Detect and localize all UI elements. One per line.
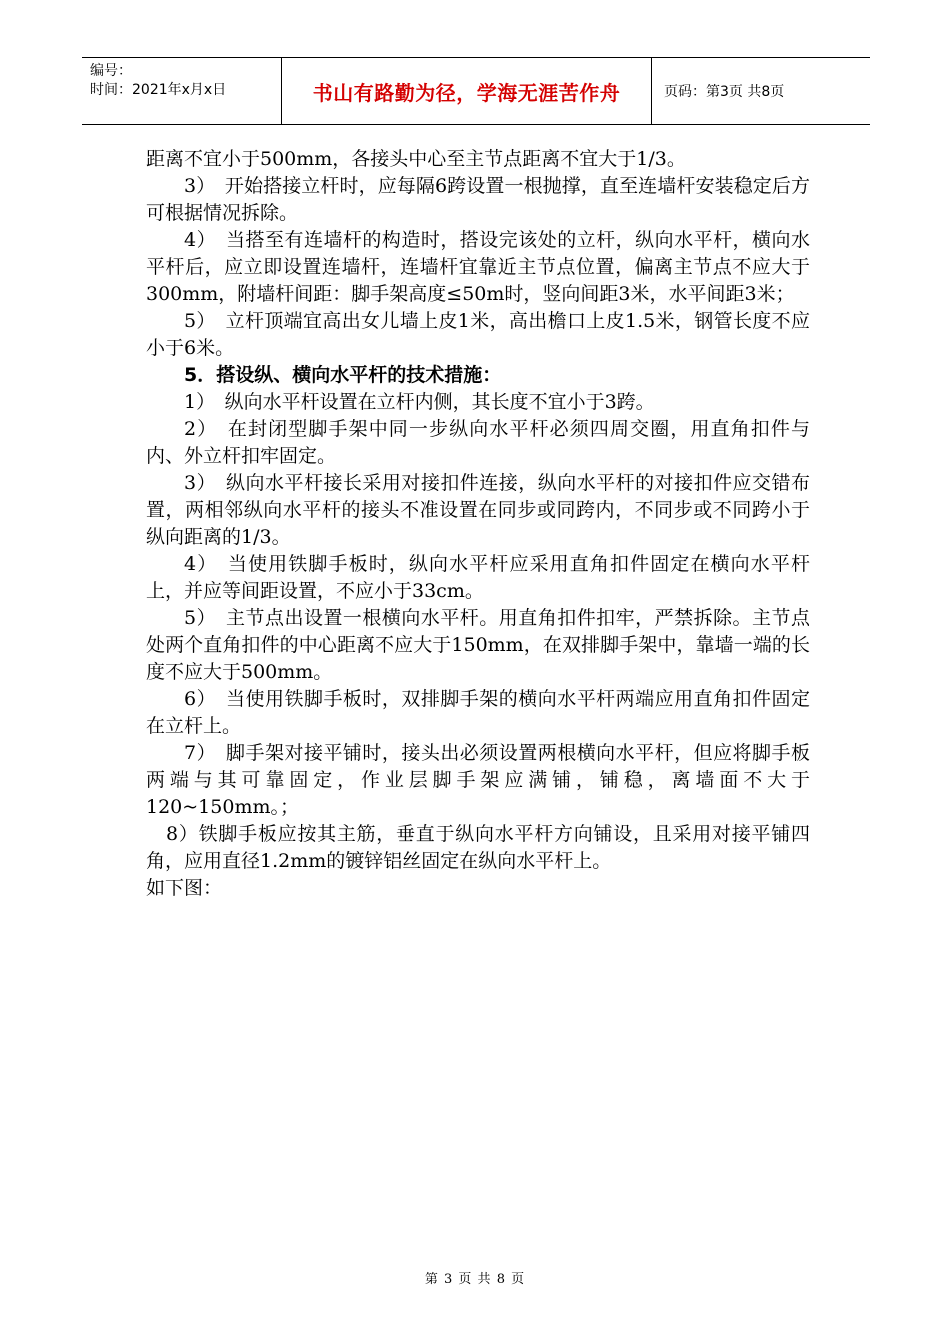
paragraph: 5） 主节点出设置一根横向水平杆。用直角扣件扣牢，严禁拆除。主节点处两个直角扣件的中心距离不应大于150mm，在双排脚手架中，靠墙一端的长度不应大于500mm。 — [146, 607, 810, 683]
header-meta — [82, 58, 282, 124]
paragraph: 距离不宜小于500mm，各接头中心至主节点距离不宜大于1/3。 — [146, 148, 686, 170]
page-header — [82, 57, 870, 125]
paragraph: 如下图： — [146, 877, 223, 899]
paragraph: 5） 立杆顶端宜高出女儿墙上皮1米，高出檐口上皮1.5米，钢管长度不应小于6米。 — [146, 310, 810, 359]
document-time-label: 时间：2021年x月x日 — [90, 82, 227, 98]
paragraph: 3） 纵向水平杆接长采用对接扣件连接，纵向水平杆的对接扣件应交错布置，两相邻纵向水平杆的接头不准设置在同步或同跨内，不同步或不同跨小于纵向距离的1/3。 — [146, 472, 810, 548]
header-page-info: 页码：第3页 共8页 — [664, 84, 785, 100]
header-motto: 书山有路勤为径，学海无涯苦作舟 — [282, 58, 652, 124]
paragraph: 1） 纵向水平杆设置在立杆内侧，其长度不宜小于3跨。 — [184, 391, 655, 413]
paragraph: 6） 当使用铁脚手板时，双排脚手架的横向水平杆两端应用直角扣件固定在立杆上。 — [146, 688, 810, 737]
paragraph: 8）铁脚手板应按其主筋，垂直于纵向水平杆方向铺设，且采用对接平铺四角，应用直径1.2mm的镀锌铝丝固定在纵向水平杆上。 — [146, 823, 810, 872]
paragraph: 3） 开始搭接立杆时，应每隔6跨设置一根抛撑，直至连墙杆安装稳定后方可根据情况拆除。 — [146, 175, 810, 224]
paragraph: 4） 当搭至有连墙杆的构造时，搭设完该处的立杆，纵向水平杆，横向水平杆后，应立即设置连墙杆，连墙杆宜靠近主节点位置，偏离主节点不应大于300mm，附墙杆间距：脚手架高度≤50m时，竖向间距3米，水平间距3米； — [146, 229, 810, 305]
page-footer: 第 3 页 共 8 页 — [424, 1272, 526, 1287]
document-body — [146, 146, 810, 902]
paragraph: 2） 在封闭型脚手架中同一步纵向水平杆必须四周交圈，用直角扣件与内、外立杆扣牢固定。 — [146, 418, 810, 467]
paragraph: 4） 当使用铁脚手板时，纵向水平杆应采用直角扣件固定在横向水平杆上，并应等间距设置，不应小于33cm。 — [146, 553, 810, 602]
section-heading: 5．搭设纵、横向水平杆的技术措施： — [184, 364, 502, 386]
document-number-label: 编号： — [90, 63, 132, 79]
paragraph: 7） 脚手架对接平铺时，接头出必须设置两根横向水平杆，但应将脚手板两端与其可靠固定，作业层脚手架应满铺，铺稳，离墙面不大于120~150mm。； — [146, 742, 810, 818]
